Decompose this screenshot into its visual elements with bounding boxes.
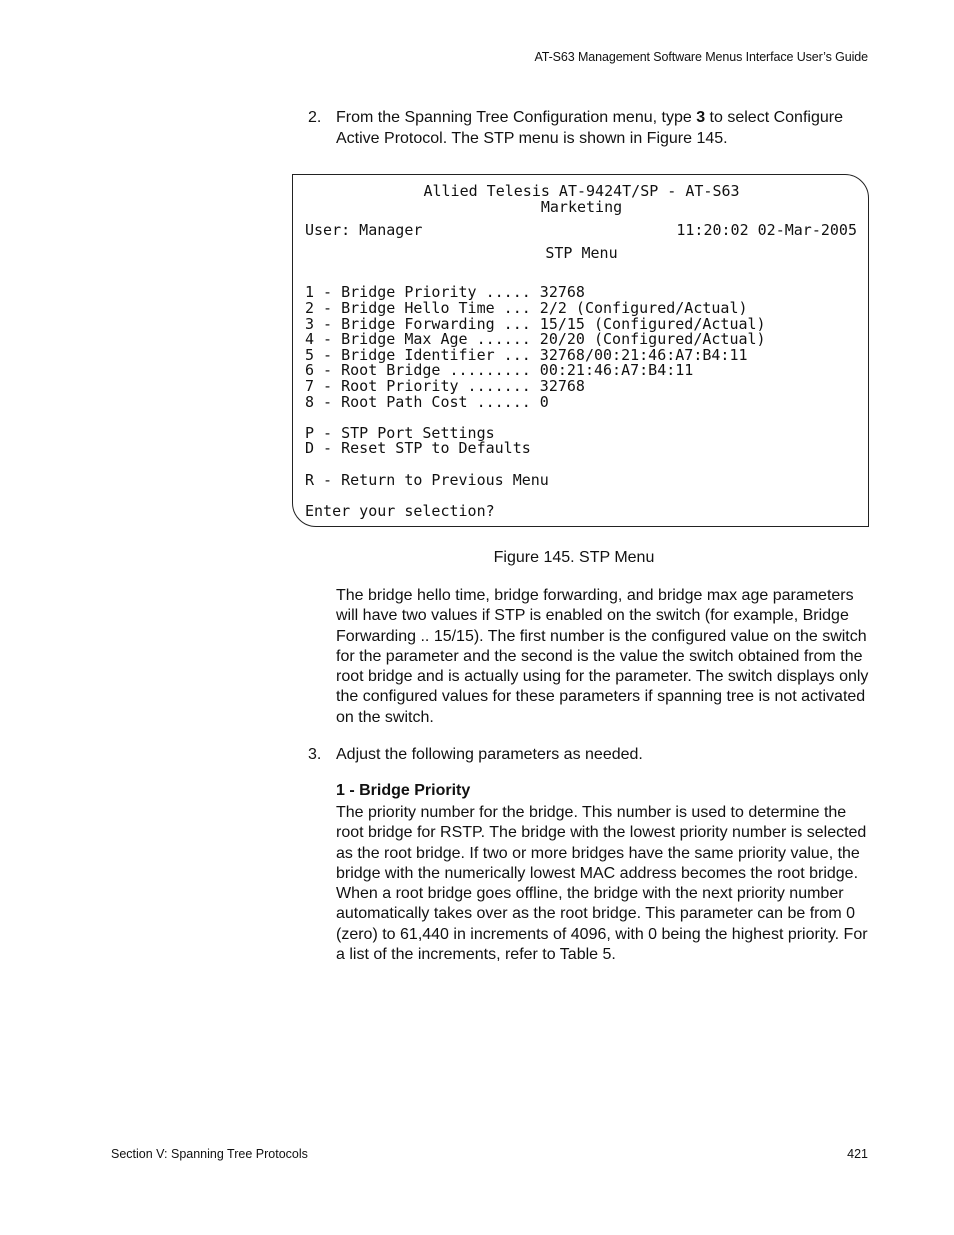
- menu-item-bridge-priority[interactable]: 1 - Bridge Priority ..... 32768: [305, 283, 585, 301]
- menu-item-bridge-identifier[interactable]: 5 - Bridge Identifier ... 32768/00:21:46:A7:B4:11: [305, 346, 748, 364]
- step-number: 2.: [308, 109, 322, 126]
- menu-item-root-bridge[interactable]: 6 - Root Bridge ......... 00:21:46:A7:B4:11: [305, 361, 694, 379]
- step-text: Adjust the following parameters as needed.: [336, 746, 643, 763]
- running-header: AT-S63 Management Software Menus Interface User’s Guide: [534, 50, 868, 64]
- menu-item-bridge-forwarding[interactable]: 3 - Bridge Forwarding ... 15/15 (Configured/Actual): [305, 315, 766, 333]
- page-number: 421: [847, 1147, 868, 1161]
- menu-option-reset-stp[interactable]: D - Reset STP to Defaults: [305, 439, 531, 457]
- figure-caption: Figure 145. STP Menu: [493, 549, 655, 566]
- parameter-heading: 1 - Bridge Priority: [336, 782, 471, 799]
- body-paragraph: The bridge hello time, bridge forwarding, and bridge max age parameters will have two values if STP is enabled on the switch (for example, Bridge Forwarding .. 15/15). The first number is the configured value on the switch for the parameter and the second is the value the switch obtained from the root bridge and is actually using for the parameter. The switch displays only the configured values for these parameters if spanning tree is not activated on the switch.: [336, 587, 869, 726]
- footer-section: Section V: Spanning Tree Protocols: [111, 1147, 308, 1161]
- stp-menu-terminal: [292, 174, 869, 527]
- menu-option-return[interactable]: R - Return to Previous Menu: [305, 471, 549, 489]
- terminal-title: Allied Telesis AT-9424T/SP - AT-S63: [423, 182, 740, 200]
- terminal-user: User: Manager: [305, 221, 423, 239]
- menu-item-root-path-cost[interactable]: 8 - Root Path Cost ...... 0: [305, 393, 549, 411]
- terminal-prompt[interactable]: Enter your selection?: [305, 502, 495, 520]
- terminal-menu-title: STP Menu: [545, 244, 618, 262]
- parameter-description: The priority number for the bridge. This number is used to determine the root bridge for RSTP. The bridge with the lowest priority number is selected as the root bridge. If two or more bridges have the same priority value, the bridge with the numerically lowest MAC address becomes the root bridge. When a root bridge goes offline, the bridge with the next priority number automatically takes over as the root bridge. This parameter can be from 0 (zero) to 61,440 in increments of 4096, with 0 being the highest priority. For a list of the increments, refer to Table 5.: [336, 804, 868, 964]
- menu-item-bridge-max-age[interactable]: 4 - Bridge Max Age ...... 20/20 (Configured/Actual): [305, 330, 766, 348]
- step-text-bold: 3: [696, 109, 706, 126]
- step-text-part: From the Spanning Tree Configuration menu, type: [336, 109, 697, 126]
- step-text-part: to select Configure Active Protocol. The STP menu is shown in Figure 145.: [336, 109, 843, 147]
- terminal-subtitle: Marketing: [540, 198, 623, 216]
- step-text: [336, 108, 876, 149]
- menu-item-bridge-hello-time[interactable]: 2 - Bridge Hello Time ... 2/2 (Configured/Actual): [305, 299, 748, 317]
- menu-item-root-priority[interactable]: 7 - Root Priority ....... 32768: [305, 377, 585, 395]
- menu-option-stp-port-settings[interactable]: P - STP Port Settings: [305, 424, 495, 442]
- terminal-datetime: 11:20:02 02-Mar-2005: [676, 221, 857, 239]
- step-number: 3.: [308, 746, 322, 763]
